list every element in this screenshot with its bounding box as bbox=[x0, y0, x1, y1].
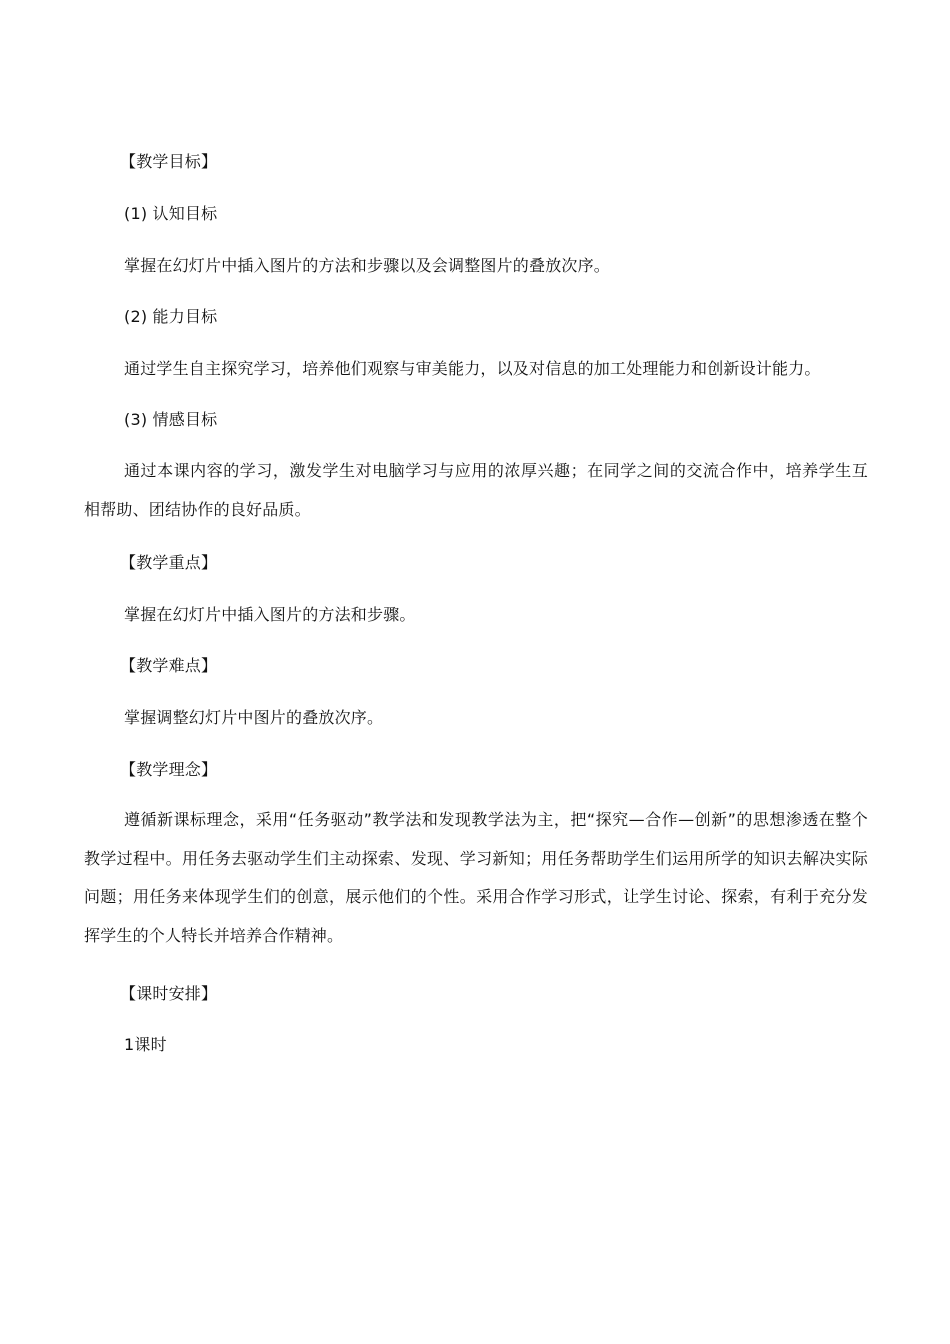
key-points-heading: 【教学重点】 bbox=[120, 553, 218, 572]
philosophy-text: 遵循新课标理念，采用“任务驱动”教学法和发现教学法为主，把“探究—合作—创新”的思想渗透在整个教学过程中。用任务去驱动学生们主动探索、发现、学习新知；用任务帮助学生们运用所学的知识去解决实际问题；用任务来体现学生们的创意，展示他们的个性。采用合作学习形式，让学生讨论、探索，有利于充分发挥学生的个人特长并培养合作精神。 bbox=[84, 810, 868, 945]
philosophy-heading: 【教学理念】 bbox=[120, 760, 218, 779]
cognitive-goal-text: 掌握在幻灯片中插入图片的方法和步骤以及会调整图片的叠放次序。 bbox=[124, 256, 611, 275]
schedule-heading: 【课时安排】 bbox=[120, 984, 218, 1003]
emotion-goal-label: (3) 情感目标 bbox=[124, 410, 218, 429]
ability-goal-label: (2) 能力目标 bbox=[124, 307, 218, 326]
cognitive-goal-label: (1) 认知目标 bbox=[124, 204, 218, 223]
key-points-text: 掌握在幻灯片中插入图片的方法和步骤。 bbox=[124, 605, 416, 624]
difficulty-text: 掌握调整幻灯片中图片的叠放次序。 bbox=[124, 708, 384, 727]
ability-goal-text: 通过学生自主探究学习，培养他们观察与审美能力，以及对信息的加工处理能力和创新设计能力。 bbox=[124, 359, 821, 378]
schedule-text: 1课时 bbox=[124, 1035, 167, 1054]
difficulty-heading: 【教学难点】 bbox=[120, 656, 218, 675]
emotion-goal-text: 通过本课内容的学习，激发学生对电脑学习与应用的浓厚兴趣；在同学之间的交流合作中，培养学生互相帮助、团结协作的良好品质。 bbox=[84, 461, 868, 519]
goals-heading: 【教学目标】 bbox=[120, 152, 218, 171]
